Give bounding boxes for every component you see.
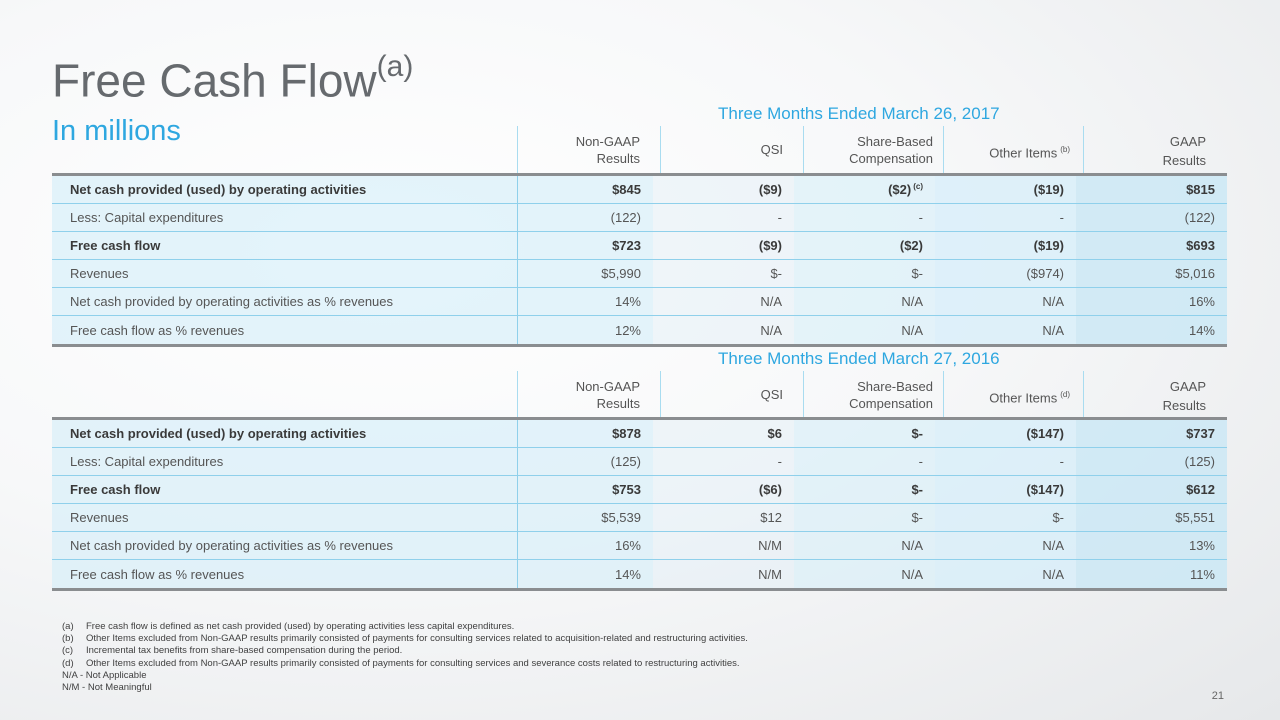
- column-header: [849, 133, 933, 167]
- column-header-line: Share-Based: [857, 379, 933, 394]
- cell-value: ($974): [1026, 266, 1064, 281]
- column-header: [989, 386, 1070, 406]
- column-divider: [660, 371, 661, 417]
- column-divider: [660, 126, 661, 173]
- table-row: [52, 532, 1227, 560]
- table-cell: [653, 232, 794, 259]
- table-cell: [517, 476, 653, 503]
- footnote-key: (b): [62, 633, 74, 645]
- row-label: Free cash flow as % revenues: [52, 560, 517, 588]
- cell-divider: [517, 260, 518, 287]
- footnote: [62, 658, 748, 670]
- cell-divider: [517, 476, 518, 503]
- table-row: [52, 288, 1227, 316]
- cell-value: N/A: [901, 538, 923, 553]
- cell-value: ($2): [899, 238, 923, 253]
- footnote-key: (c): [62, 645, 74, 657]
- column-header-line: Compensation: [849, 396, 933, 411]
- cell-value: N/A: [901, 322, 923, 338]
- cell-value: $6: [767, 426, 782, 441]
- footnote-text: Other Items excluded from Non-GAAP results primarily consisted of payments for consulting services and severance costs related to restructuring activities.: [86, 657, 740, 669]
- page-number: 21: [1211, 690, 1224, 702]
- column-header-line: Results: [1162, 398, 1206, 413]
- cell-value: N/A: [901, 294, 923, 309]
- table-cell: [1076, 316, 1227, 344]
- row-label: Free cash flow as % revenues: [52, 316, 517, 344]
- cell-divider: [517, 560, 518, 588]
- page-title: Free Cash Flow$^{(a)}$: [52, 50, 414, 107]
- table-cell: [935, 560, 1076, 588]
- cell-value: ($147): [1026, 426, 1064, 441]
- table-row: [52, 420, 1227, 448]
- column-header: [576, 133, 640, 167]
- table-cell: [653, 204, 794, 231]
- column-divider: [1083, 371, 1084, 417]
- column-header-line: QSI: [760, 387, 783, 402]
- table-cell: [935, 204, 1076, 231]
- table-cell: [653, 532, 794, 559]
- table-row: [52, 176, 1227, 204]
- cell-value: $612: [1186, 482, 1215, 497]
- cell-value: (125): [610, 454, 641, 469]
- footnote: [62, 682, 748, 694]
- footnote-text: N/M - Not Meaningful: [62, 682, 152, 694]
- cell-value: N/A: [760, 294, 782, 309]
- cell-value: N/A: [1042, 322, 1064, 338]
- table-row: [52, 316, 1227, 344]
- cell-divider: [517, 176, 518, 203]
- row-label: Net cash provided by operating activities as % revenues: [52, 532, 517, 559]
- table-cell: [935, 532, 1076, 559]
- table-cell: [653, 476, 794, 503]
- table-cell: [935, 476, 1076, 503]
- cell-value: $845: [612, 182, 641, 197]
- column-header-line: Non-GAAP: [575, 379, 640, 394]
- cell-value: $5,990: [601, 266, 641, 281]
- table-cell: [517, 316, 653, 344]
- footnote: [62, 670, 748, 682]
- table-cell: [517, 504, 653, 531]
- cell-value: ($19): [1033, 238, 1064, 253]
- table-cell: [1076, 204, 1227, 231]
- cell-value: -: [777, 454, 782, 469]
- table-row: [52, 560, 1227, 588]
- cell-value: -: [918, 210, 923, 225]
- cell-divider: [517, 532, 518, 559]
- column-header-line: Other Items: [989, 145, 1058, 161]
- cell-value: (122): [610, 210, 641, 225]
- cell-value: ($19): [1033, 182, 1064, 197]
- column-header-line: Compensation: [849, 151, 933, 166]
- table-cell: [517, 560, 653, 588]
- cell-value: -: [1059, 210, 1064, 225]
- table-cell: [794, 316, 935, 344]
- column-header-line: Results: [596, 396, 640, 411]
- table-cell: [935, 504, 1076, 531]
- cell-value: $753: [612, 482, 641, 497]
- table-cell: [517, 232, 653, 259]
- footnote: [62, 645, 748, 657]
- units-subtitle: In millions: [52, 115, 181, 147]
- table-row: [52, 260, 1227, 288]
- table-cell: [1076, 532, 1227, 559]
- cell-value: -: [1059, 454, 1064, 469]
- footnote-text: Incremental tax benefits from share-based compensation during the period.: [86, 645, 403, 657]
- cell-value: (125): [1184, 454, 1215, 469]
- footnote-key: (a): [62, 621, 74, 632]
- cell-divider: [517, 232, 518, 259]
- cell-divider: [517, 316, 518, 344]
- table-row: [52, 504, 1227, 532]
- table-row: [52, 476, 1227, 504]
- table-cell: [653, 260, 794, 287]
- table-cell: [794, 420, 935, 447]
- column-header-line: Results: [596, 151, 640, 166]
- table-cell: [517, 420, 653, 447]
- table-cell: [653, 288, 794, 315]
- footnote-text: Free cash flow is defined as net cash provided (used) by operating activities less capital expenditures.: [86, 621, 515, 632]
- table-cell: [794, 448, 935, 475]
- table-cell: [517, 448, 653, 475]
- column-header-line: GAAP: [1169, 134, 1206, 149]
- table-cell: [794, 176, 935, 203]
- table-cell: [517, 204, 653, 231]
- footnote-text: Other Items excluded from Non-GAAP results primarily consisted of payments for consulting services related to acquisition-related and restructuring activities.: [86, 633, 748, 645]
- table-cell: [794, 288, 935, 315]
- table-cell: [935, 448, 1076, 475]
- row-label: Free cash flow: [52, 476, 517, 503]
- table-row: [52, 232, 1227, 260]
- column-divider: [1083, 126, 1084, 173]
- column-header: [1163, 133, 1206, 169]
- cell-footnote-ref: (c): [913, 182, 923, 191]
- cell-value: $-: [770, 266, 782, 281]
- table-cell: [653, 420, 794, 447]
- cell-divider: [517, 288, 518, 315]
- table-cell: [1076, 232, 1227, 259]
- cell-divider: [517, 420, 518, 447]
- cell-value: 14%: [614, 566, 641, 582]
- cell-value: N/M: [758, 538, 782, 553]
- cell-value: N/M: [758, 566, 782, 582]
- table-cell: [935, 316, 1076, 344]
- cell-value: $5,551: [1175, 510, 1215, 525]
- table-cell: [794, 560, 935, 588]
- column-header-line: Results: [1162, 153, 1206, 168]
- cell-value: N/A: [1042, 294, 1064, 309]
- column-header: [1163, 378, 1206, 414]
- table-cell: [1076, 420, 1227, 447]
- column-header-line: QSI: [760, 142, 783, 157]
- period-heading: Three Months Ended March 27, 2016: [718, 349, 1000, 368]
- column-divider: [803, 126, 804, 173]
- table-cell: [794, 532, 935, 559]
- table-cell: [517, 260, 653, 287]
- cell-value: $-: [911, 482, 923, 497]
- table-row: [52, 204, 1227, 232]
- table-cell: [935, 288, 1076, 315]
- cell-value: $723: [612, 238, 641, 253]
- cell-value: $878: [612, 426, 641, 441]
- table-cell: [1076, 448, 1227, 475]
- table-cell: [653, 176, 794, 203]
- column-footnote-ref: (d): [1060, 390, 1070, 399]
- column-divider: [517, 126, 518, 173]
- table-cell: [935, 420, 1076, 447]
- footnote: [62, 633, 748, 645]
- cell-value: $693: [1186, 238, 1215, 253]
- cell-divider: [517, 204, 518, 231]
- column-footnote-ref: (b): [1060, 145, 1070, 154]
- table-cell: [794, 260, 935, 287]
- row-label: Revenues: [52, 504, 517, 531]
- table-cell: [1076, 476, 1227, 503]
- title-footnote-ref: (a): [376, 50, 414, 83]
- table-cell: [794, 204, 935, 231]
- cell-value: 12%: [614, 322, 641, 338]
- table-row: [52, 448, 1227, 476]
- cell-value: ($6): [758, 482, 782, 497]
- cell-value: $-: [911, 266, 923, 281]
- table-cell: [1076, 504, 1227, 531]
- footnotes: [62, 621, 748, 694]
- cash-flow-table: [52, 173, 1227, 347]
- period-heading: Three Months Ended March 26, 2017: [718, 104, 1000, 123]
- column-header: [576, 378, 640, 412]
- column-header: [849, 378, 933, 412]
- footnote: [62, 621, 748, 633]
- row-label: Revenues: [52, 260, 517, 287]
- footnote-text: N/A - Not Applicable: [62, 669, 147, 681]
- table-cell: [517, 176, 653, 203]
- table-cell: [653, 504, 794, 531]
- row-label: Net cash provided by operating activities as % revenues: [52, 288, 517, 315]
- cell-value: $12: [760, 510, 782, 525]
- footnote-key: (d): [62, 657, 74, 669]
- column-divider: [517, 371, 518, 417]
- cell-value: N/A: [760, 322, 782, 338]
- cell-value: 11%: [1189, 566, 1215, 582]
- table-cell: [1076, 288, 1227, 315]
- cell-value: $-: [911, 426, 923, 441]
- row-label: Less: Capital expenditures: [52, 448, 517, 475]
- column-divider: [943, 371, 944, 417]
- cell-value: $737: [1186, 426, 1215, 441]
- cell-value: ($2): [888, 182, 912, 197]
- table-cell: [1076, 260, 1227, 287]
- cash-flow-table: [52, 417, 1227, 591]
- table-cell: [794, 504, 935, 531]
- table-cell: [1076, 560, 1227, 588]
- row-label: Net cash provided (used) by operating activities: [52, 420, 517, 447]
- cell-value: 16%: [1188, 294, 1215, 309]
- cell-value: $5,016: [1175, 266, 1215, 281]
- column-header-line: Share-Based: [857, 134, 933, 149]
- table-cell: [653, 560, 794, 588]
- row-label: Free cash flow: [52, 232, 517, 259]
- table-cell: [653, 448, 794, 475]
- cell-value: $5,539: [601, 510, 641, 525]
- table-cell: [1076, 176, 1227, 203]
- column-divider: [803, 371, 804, 417]
- column-header-line: Non-GAAP: [575, 134, 640, 149]
- cell-value: N/A: [901, 566, 923, 582]
- table-cell: [794, 476, 935, 503]
- column-divider: [943, 126, 944, 173]
- row-label: Net cash provided (used) by operating activities: [52, 176, 517, 203]
- column-header-line: Other Items: [989, 390, 1058, 406]
- cell-value: ($9): [758, 182, 782, 197]
- column-header: [761, 386, 783, 403]
- cell-value: 16%: [614, 538, 641, 553]
- cell-value: $815: [1186, 182, 1215, 197]
- column-header-line: GAAP: [1169, 379, 1206, 394]
- table-cell: [935, 176, 1076, 203]
- cell-value: ($147): [1026, 482, 1064, 497]
- table-cell: [517, 532, 653, 559]
- cell-value: -: [918, 454, 923, 469]
- cell-value: 14%: [1188, 322, 1215, 338]
- cell-value: (122): [1184, 210, 1215, 225]
- column-header: [761, 141, 783, 158]
- cell-value: $-: [1052, 510, 1064, 525]
- cell-divider: [517, 504, 518, 531]
- cell-value: $-: [911, 510, 923, 525]
- table-cell: [935, 232, 1076, 259]
- cell-value: -: [777, 210, 782, 225]
- table-cell: [794, 232, 935, 259]
- cell-value: N/A: [1042, 538, 1064, 553]
- column-header: [989, 141, 1070, 161]
- cell-value: ($9): [758, 238, 782, 253]
- table-cell: [517, 288, 653, 315]
- cell-value: N/A: [1042, 566, 1064, 582]
- row-label: Less: Capital expenditures: [52, 204, 517, 231]
- table-cell: [653, 316, 794, 344]
- cell-value: 14%: [614, 294, 641, 309]
- cell-divider: [517, 448, 518, 475]
- table-cell: [935, 260, 1076, 287]
- cell-value: 13%: [1188, 538, 1215, 553]
